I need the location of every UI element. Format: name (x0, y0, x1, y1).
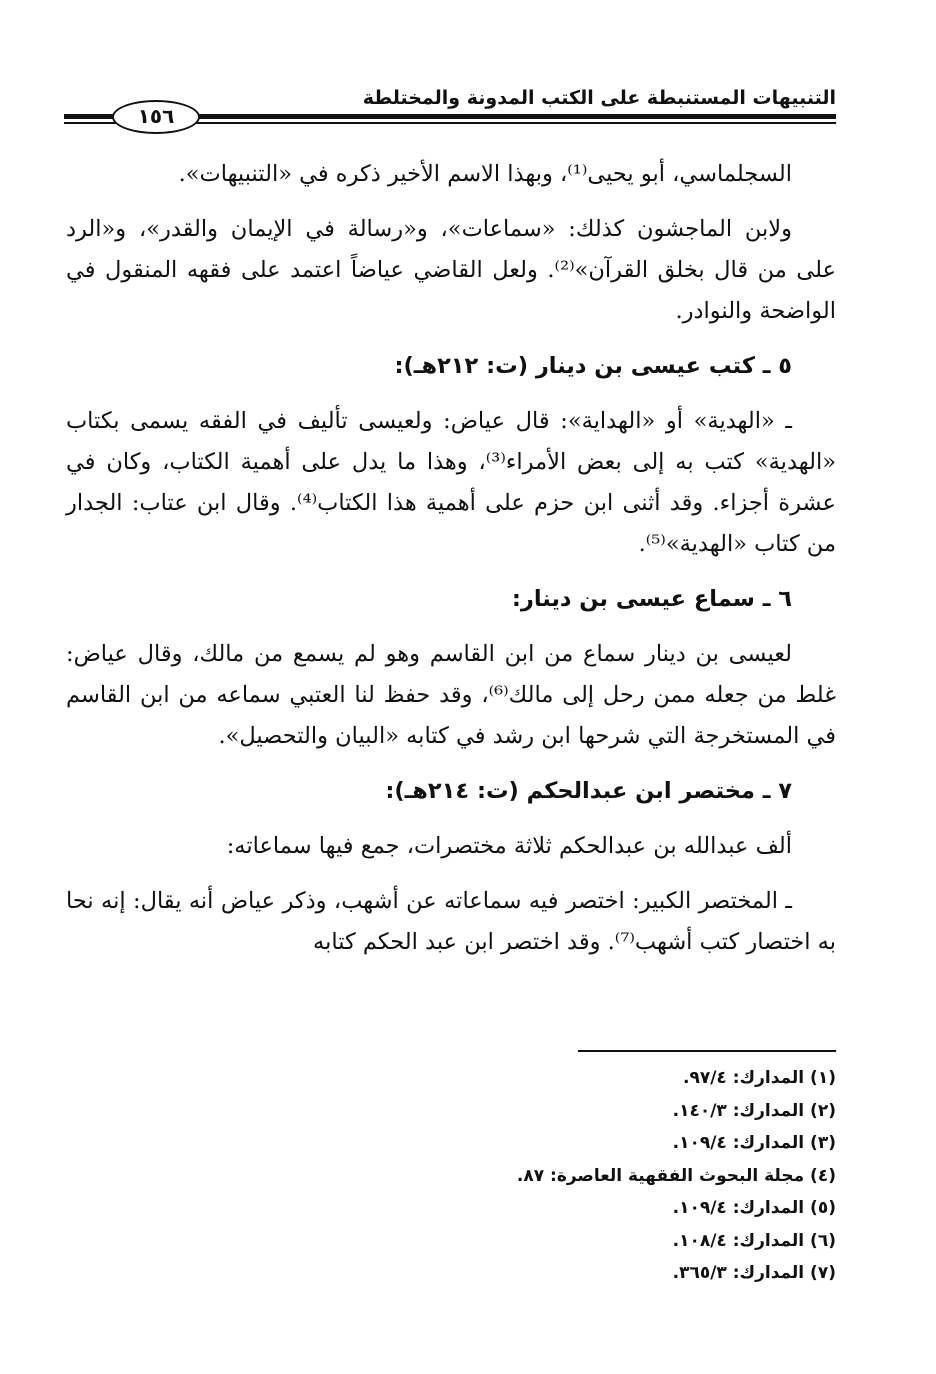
paragraph: ـ المختصر الكبير: اختصر فيه سماعاته عن أشهب، وذكر عياض أنه يقال: إنه نحا به اختصار كتب أشهب⁽⁷⁾. وقد اختصر ابن عبد الحكم كتابه (66, 888, 836, 955)
paragraph: السجلماسي، أبو يحيى⁽¹⁾، وبهذا الاسم الأخير ذكره في «التنبيهات». (178, 161, 792, 187)
page-number: ١٥٦ (112, 100, 200, 134)
section-heading: ٧ ـ مختصر ابن عبدالحكم (ت: ٢١٤هـ): (385, 778, 792, 804)
section-heading: ٥ ـ كتب عيسى بن دينار (ت: ٢١٢هـ): (394, 353, 792, 379)
paragraph: ولابن الماجشون كذلك: «سماعات»، و«رسالة في الإيمان والقدر»، و«الرد على من قال بخلق القرآن»⁽²⁾. ولعل القاضي عياضاً اعتمد على فقهه المنقول في الواضحة والنوادر. (66, 216, 836, 324)
running-header-title: التنبيهات المستنبطة على الكتب المدونة والمختلطة (362, 87, 836, 109)
footnote: (٥) المدارك: ١٠٩/٤. (672, 1198, 836, 1218)
footnote: (٣) المدارك: ١٠٩/٤. (672, 1133, 836, 1153)
paragraph: ألف عبدالله بن عبدالحكم ثلاثة مختصرات، جمع فيها سماعاته: (226, 833, 792, 859)
main-text (66, 154, 836, 963)
section-heading: ٦ ـ سماع عيسى بن دينار: (511, 586, 792, 612)
running-header (64, 86, 836, 144)
footnote-separator (578, 1050, 836, 1052)
footnote: (٢) المدارك: ١٤٠/٣. (672, 1100, 836, 1121)
footnote: (١) المدارك: ٩٧/٤. (682, 1068, 836, 1088)
paragraph: ـ «الهدية» أو «الهداية»: قال عياض: ولعيسى تأليف في الفقه يسمى بكتاب «الهدية» كتب به إلى بعض الأمراء⁽³⁾، وهذا ما يدل على أهمية الكتاب، وكان في عشرة أجزاء. وقد أثنى ابن حزم على أهمية هذا الكتاب⁽⁴⁾. وقال ابن عتاب: الجدار من كتاب «الهدية»⁽⁵⁾. (66, 408, 836, 557)
paragraph: لعيسى بن دينار سماع من ابن القاسم وهو لم يسمع من مالك، وقال عياض: غلط من جعله ممن رحل إلى مالك⁽⁶⁾، وقد حفظ لنا العتبي سماعه من ابن القاسم في المستخرجة التي شرحها ابن رشد في كتابه «البيان والتحصيل». (66, 641, 836, 749)
footnotes (336, 1062, 836, 1290)
footnote: (٦) المدارك: ١٠٨/٤. (672, 1230, 836, 1251)
footnote: (٧) المدارك: ٣٦٥/٣. (672, 1263, 836, 1283)
footnote: (٤) مجلة البحوث الفقهية العاصرة: ٨٧. (516, 1165, 836, 1186)
